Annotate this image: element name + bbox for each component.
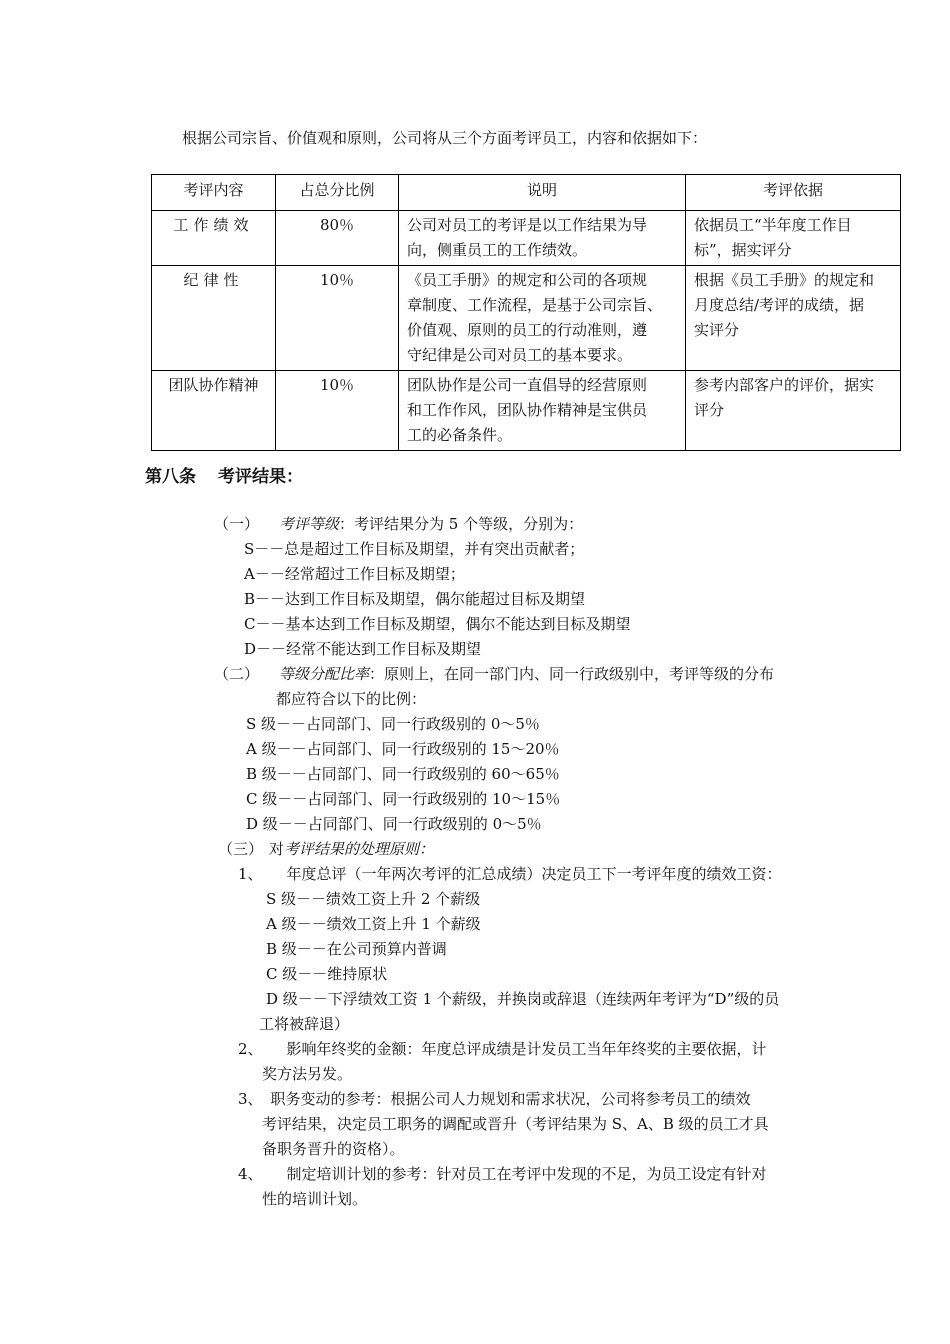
desc-line: 公司对员工的考评是以工作结果为导 (407, 216, 648, 234)
desc-line: 和工作作风，团队协作精神是宝供员 (407, 401, 648, 419)
list-text: 影响年终奖的金额：年度总评成绩是计发员工当年年终奖的主要依据，计 (286, 1040, 767, 1058)
list-item (238, 1164, 767, 1184)
clause-number: （三） (218, 840, 264, 858)
table-header-row (152, 175, 901, 211)
clause-text: ：原则上，在同一部门内、同一行政级别中，考评等级的分布 (369, 665, 775, 683)
salary-line: S 级－－绩效工资上升 2 个薪级 (266, 890, 481, 908)
list-number: 3、 (238, 1090, 263, 1108)
list-number: 4、 (238, 1165, 263, 1183)
grade-line: A－－经常超过工作目标及期望； (244, 565, 465, 583)
list-text: 年度总评（一年两次考评的汇总成绩）决定员工下一考评年度的绩效工资： (286, 865, 782, 883)
salary-line: A 级－－绩效工资上升 1 个薪级 (266, 915, 481, 933)
desc-line: 《员工手册》的规定和公司的各项规 (407, 271, 648, 289)
basis-line: 评分 (694, 401, 725, 419)
cell-ratio: 10％ (276, 371, 399, 451)
basis-line: 依据员工“半年度工作目 (694, 216, 852, 234)
desc-line: 守纪律是公司对员工的基本要求。 (407, 346, 633, 364)
clause-number: （一） (214, 515, 260, 533)
list-text-cont: 考评结果，决定员工职务的调配或晋升（考评结果为 S、A、B 级的员工才具 (262, 1115, 769, 1133)
cell-item: 纪律性 (152, 266, 276, 371)
grade-line: C－－基本达到工作目标及期望，偶尔不能达到目标及期望 (244, 615, 631, 633)
clause-prefix: 对 (269, 840, 285, 858)
desc-line: 章制度、工作流程，是基于公司宗旨、 (407, 296, 663, 314)
salary-line: B 级－－在公司预算内普调 (266, 940, 447, 958)
cell-ratio: 10％ (276, 266, 399, 371)
list-number: 1、 (238, 865, 263, 883)
cell-description (399, 266, 686, 371)
cell-description (399, 371, 686, 451)
cell-basis (686, 211, 901, 266)
desc-line: 工的必备条件。 (407, 426, 513, 444)
desc-line: 团队协作是公司一直倡导的经营原则 (407, 376, 648, 394)
ratio-line: A 级－－占同部门、同一行政级别的 15～20％ (246, 740, 560, 758)
clause-text-cont: 都应符合以下的比例： (276, 690, 427, 708)
grade-line: D－－经常不能达到工作目标及期望 (244, 640, 482, 658)
clause-text: ：考评结果分为 5 个等级，分别为： (339, 515, 584, 533)
clause-1 (214, 514, 583, 534)
list-text-cont: 备职务晋升的资格）。 (262, 1140, 405, 1158)
section-number: 第八条 (145, 467, 196, 487)
cell-description (399, 211, 686, 266)
clause-label: 考评等级 (279, 515, 340, 533)
ratio-line: S 级－－占同部门、同一行政级别的 0～5％ (246, 715, 540, 733)
clause-3 (218, 839, 434, 859)
section-heading (145, 462, 303, 487)
basis-line: 实评分 (694, 321, 740, 339)
desc-line: 价值观、原则的员工的行动准则，遵 (407, 321, 648, 339)
clause-colon: ： (419, 840, 435, 858)
header-description: 说明 (399, 175, 686, 211)
cell-basis (686, 266, 901, 371)
salary-line: D 级－－下浮绩效工资 1 个薪级，并换岗或辞退（连续两年考评为“D”级的员 (266, 990, 780, 1008)
clause-label: 考评结果的处理原则 (284, 840, 420, 858)
list-item (238, 1089, 751, 1109)
ratio-line: B 级－－占同部门、同一行政级别的 60～65％ (246, 765, 560, 783)
clause-number: （二） (214, 665, 260, 683)
cell-ratio: 80％ (276, 211, 399, 266)
table-row (152, 211, 901, 266)
clause-label: 等级分配比率 (279, 665, 370, 683)
cell-basis (686, 371, 901, 451)
clause-2 (214, 664, 774, 684)
section-title: 考评结果： (218, 467, 303, 487)
grade-line: S－－总是超过工作目标及期望，并有突出贡献者； (244, 540, 585, 558)
list-text: 职务变动的参考：根据公司人力规划和需求状况，公司将参考员工的绩效 (270, 1090, 751, 1108)
list-number: 2、 (238, 1040, 263, 1058)
ratio-line: D 级－－占同部门、同一行政级别的 0～5％ (246, 815, 542, 833)
list-item (238, 864, 782, 884)
table-row (152, 266, 901, 371)
desc-line: 向，侧重员工的工作绩效。 (407, 241, 588, 259)
basis-line: 根据《员工手册》的规定和 (694, 271, 875, 289)
basis-line: 参考内部客户的评价，据实 (694, 376, 875, 394)
grade-line: B－－达到工作目标及期望，偶尔能超过目标及期望 (244, 590, 586, 608)
header-basis: 考评依据 (686, 175, 901, 211)
basis-line: 标”，据实评分 (694, 241, 792, 259)
intro-paragraph: 根据公司宗旨、价值观和原则，公司将从三个方面考评员工，内容和依据如下： (182, 129, 708, 147)
basis-line: 月度总结/考评的成绩，据 (694, 296, 865, 314)
ratio-line: C 级－－占同部门、同一行政级别的 10～15％ (246, 790, 561, 808)
cell-item: 工作绩效 (152, 211, 276, 266)
salary-line: C 级－－维持原状 (266, 965, 388, 983)
list-item (238, 1039, 767, 1059)
salary-line-cont: 工将被辞退） (259, 1015, 350, 1033)
table-row (152, 371, 901, 451)
list-text-cont: 奖方法另发。 (262, 1065, 353, 1083)
list-text: 制定培训计划的参考：针对员工在考评中发现的不足，为员工设定有针对 (286, 1165, 767, 1183)
evaluation-table (151, 174, 901, 451)
header-ratio: 占总分比例 (276, 175, 399, 211)
cell-item: 团队协作精神 (152, 371, 276, 451)
header-item: 考评内容 (152, 175, 276, 211)
list-text-cont: 性的培训计划。 (262, 1190, 368, 1208)
